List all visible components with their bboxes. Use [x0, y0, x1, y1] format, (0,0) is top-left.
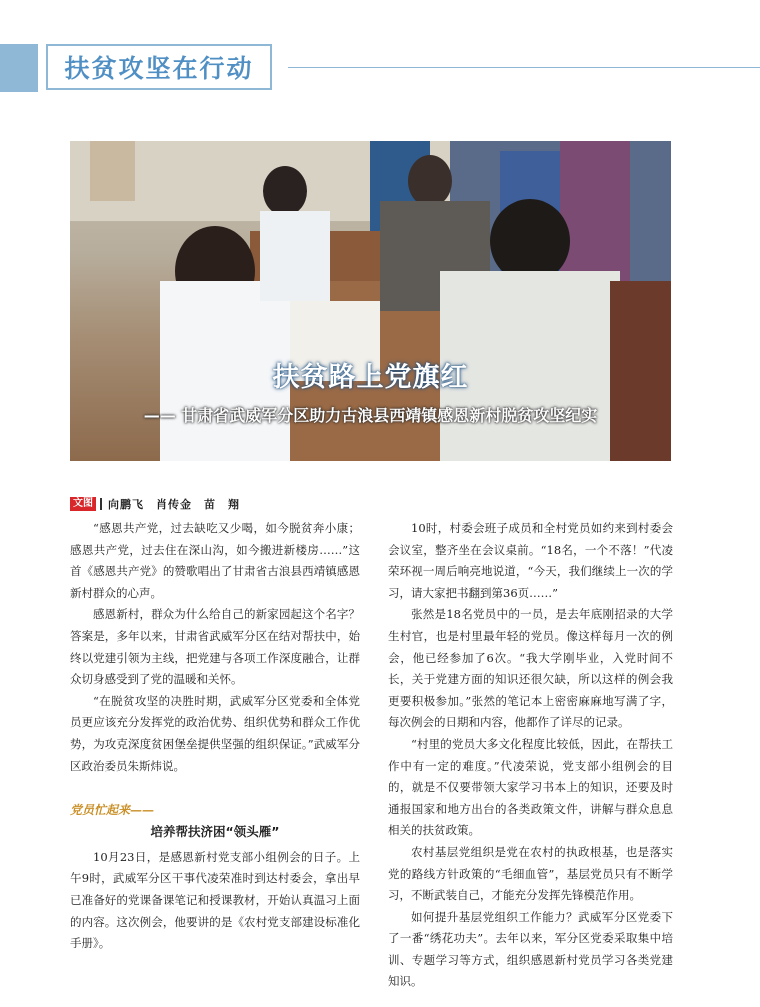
paragraph: “在脱贫攻坚的决胜时期，武威军分区党委和全体党员更应该充分发挥党的政治优势、组织优势和群众工作优势，为攻克深度贫困堡垒提供坚强的组织保证。”武威军分区政治委员朱斯炜说。: [70, 693, 360, 773]
byline-tag: 文图: [70, 497, 96, 511]
header-color-block: [0, 44, 38, 92]
article-column-right: [388, 518, 673, 993]
paragraph: 10时，村委会班子成员和全村党员如约来到村委会会议室，整齐坐在会议桌前。“18名，一个不落！”代凌荣环视一周后响亮地说道，“今天，我们继续上一次的学习，请大家把书翻到第36页……”: [388, 521, 673, 600]
article-column-left: [70, 518, 360, 955]
section-kicker: 党员忙起来——: [70, 802, 155, 817]
paragraph: 如何提升基层党组织工作能力？武威军分区党委下了一番“绣花功夫”。去年以来，军分区党委采取集中培训、专题学习等方式，组织感恩新村党员学习各类党建知识。: [388, 909, 673, 989]
paragraph-spacer: [70, 777, 360, 799]
paragraph: “感恩共产党，过去缺吃又少喝，如今脱贫奔小康；感恩共产党，过去住在深山沟，如今搬进新楼房……”这首《感恩共产党》的赞歌唱出了甘肃省古浪县西靖镇感恩新村群众的心声。: [70, 521, 360, 600]
article-title: 扶贫路上党旗红: [272, 362, 469, 393]
header-rule: [288, 67, 760, 68]
paragraph: “村里的党员大多文化程度比较低，因此，在帮扶工作中有一定的难度。”代凌荣说，党支部小组例会的目的，就是不仅要带领大家学习书本上的知识，还要及时通报国家和地方出台的各类政策文件，讲解与群众息息相关的扶贫政策。: [388, 736, 673, 838]
byline: [70, 496, 240, 512]
section-heading: 培养帮扶济困“领头雁”: [150, 823, 280, 839]
byline-divider: [100, 498, 102, 510]
paragraph: 农村基层党组织是党在农村的执政根基，也是落实党的路线方针政策的“毛细血管”，基层党员只有不断学习，不断武装自己，才能充分发挥先锋模范作用。: [388, 844, 673, 903]
lead-photo: [70, 141, 671, 461]
paragraph: 10月23日，是感恩新村党支部小组例会的日子。上午9时，武威军分区干事代凌荣准时到达村委会，拿出早已准备好的党课备课笔记和授课教材，开始认真温习上面的内容。这次例会，他要讲的是《农村党支部建设标准化手册》。: [70, 849, 360, 951]
section-title: 扶贫攻坚在行动: [64, 54, 254, 83]
paragraph: 感恩新村，群众为什么给自己的新家园起这个名字？答案是，多年以来，甘肃省武威军分区在结对帮扶中，始终以党建引领为主线，把党建与各项工作深度融合，让群众切身感受到了党的温暖和关怀。: [70, 607, 360, 687]
article-subtitle: —— 甘肃省武威军分区助力古浪县西靖镇感恩新村脱贫攻坚纪实: [143, 406, 598, 425]
byline-authors: 向鹏飞 肖传金 苗 翔: [108, 498, 240, 511]
section-header: [46, 44, 272, 90]
paragraph: 张然是18名党员中的一员，是去年底刚招录的大学生村官，也是村里最年轻的党员。像这样每月一次的例会，他已经参加了6次。“我大学刚毕业，入党时间不长，关于党建方面的知识还很欠缺，所以这样的例会我更要积极参加。”张然的笔记本上密密麻麻地写满了字，每次例会的日期和内容，他都作了详尽的记录。: [388, 607, 673, 730]
